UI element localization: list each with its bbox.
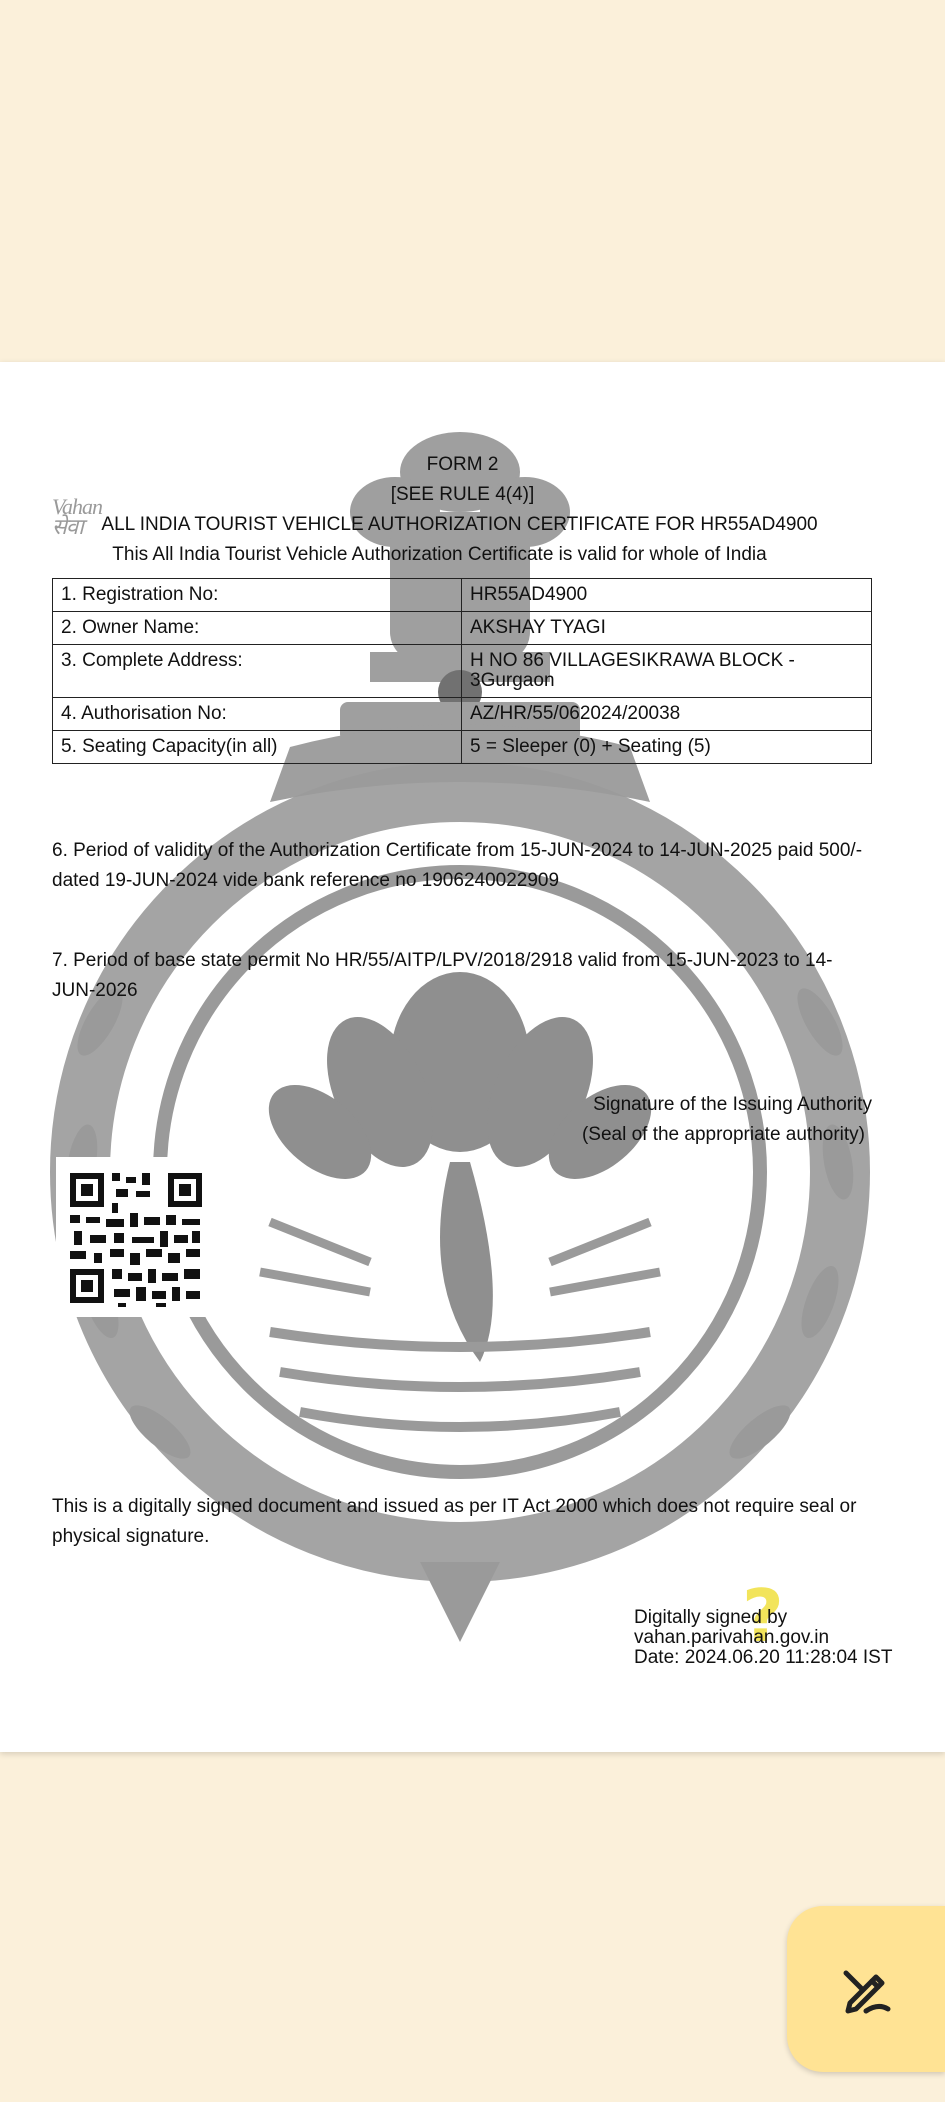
row-value: AKSHAY TYAGI (462, 612, 872, 645)
base-permit-text: 7. Period of base state permit No HR/55/AITP/LPV/2018/2918 valid from 15-JUN-2023 to 14-JUN-2026 (52, 950, 833, 1001)
qr-code (56, 1157, 206, 1317)
row-label: 1. Registration No: (53, 579, 462, 612)
table-row (53, 731, 872, 764)
table-row (53, 645, 872, 698)
table-row (53, 698, 872, 731)
edit-fab-button[interactable] (787, 1906, 945, 2072)
vahan-logo: Vahan सेवा (52, 494, 102, 539)
period-validity-text: 6. Period of validity of the Authorization Certificate from 15-JUN-2024 to 14-JUN-2025 paid 500/- dated 19-JUN-2024 vide bank reference no 1906240022909 (52, 840, 863, 891)
row-label: 3. Complete Address: (53, 645, 462, 698)
signature-verify-mark-icon: ? (742, 1574, 784, 1658)
row-label: 2. Owner Name: (53, 612, 462, 645)
digital-signer: vahan.parivahan.gov.in (634, 1627, 830, 1648)
row-value: 5 = Sleeper (0) + Seating (5) (462, 731, 872, 764)
edit-pen-icon (836, 1959, 896, 2019)
form-number: FORM 2 (426, 454, 499, 475)
rule-reference: [SEE RULE 4(4)] (390, 484, 535, 505)
row-label: 5. Seating Capacity(in all) (53, 731, 462, 764)
signature-authority: Signature of the Issuing Authority (593, 1094, 872, 1115)
details-table (52, 578, 872, 764)
row-value: HR55AD4900 (462, 579, 872, 612)
digital-date: Date: 2024.06.20 11:28:04 IST (634, 1647, 893, 1668)
table-row (53, 579, 872, 612)
certificate-page (0, 362, 945, 1752)
row-value: H NO 86 VILLAGESIKRAWA BLOCK - 3Gurgaon (462, 645, 872, 698)
digital-signed-by: Digitally signed by (634, 1607, 788, 1628)
digital-signature-block (634, 1608, 892, 1668)
seal-note: (Seal of the appropriate authority) (581, 1124, 865, 1145)
digital-statement: This is a digitally signed document and issued as per IT Act 2000 which does not require seal or physical signature. (52, 1496, 857, 1547)
certificate-title: ALL INDIA TOURIST VEHICLE AUTHORIZATION CERTIFICATE FOR HR55AD4900 (101, 514, 818, 535)
validity-note: This All India Tourist Vehicle Authorization Certificate is valid for whole of India (112, 544, 767, 565)
row-label: 4. Authorisation No: (53, 698, 462, 731)
table-row (53, 612, 872, 645)
row-value: AZ/HR/55/062024/20038 (462, 698, 872, 731)
